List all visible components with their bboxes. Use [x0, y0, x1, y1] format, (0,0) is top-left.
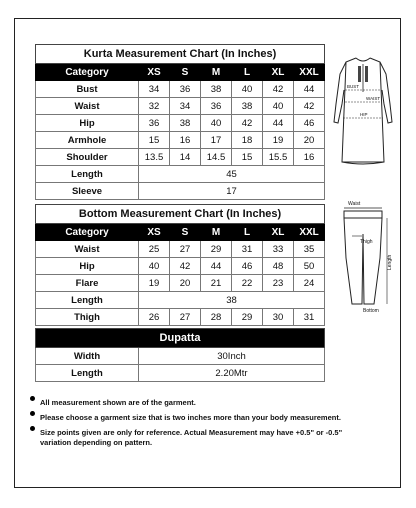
bullet-icon	[30, 396, 35, 401]
cell: 40	[232, 81, 263, 98]
bullet-icon	[30, 411, 35, 416]
cell: 30Inch	[139, 348, 325, 365]
cell: 29	[232, 309, 263, 326]
cell: 36	[139, 115, 170, 132]
cell: 31	[232, 241, 263, 258]
bottom-header-xl: XL	[263, 224, 294, 241]
cell: 15	[139, 132, 170, 149]
cell: 42	[294, 98, 325, 115]
note-text: All measurement shown are of the garment.	[40, 398, 196, 407]
note-item	[30, 398, 370, 408]
row-label: Armhole	[36, 132, 139, 149]
cell: 24	[294, 275, 325, 292]
dupatta-row-length	[36, 365, 325, 382]
bottom-diagram	[332, 198, 396, 318]
cell: 19	[263, 132, 294, 149]
kurta-table-title: Kurta Measurement Chart (In Inches)	[36, 45, 325, 64]
thigh-label: Thigh	[360, 239, 373, 245]
cell: 28	[201, 309, 232, 326]
kurta-header-xs: XS	[139, 64, 170, 81]
kurta-measurement-table	[35, 44, 325, 200]
kurta-header-category: Category	[36, 64, 139, 81]
bullet-icon	[30, 426, 35, 431]
cell: 20	[294, 132, 325, 149]
bottom-label: Bottom	[363, 308, 379, 314]
bottom-header-s: S	[170, 224, 201, 241]
note-text: Size points given are only for reference. Actual Measurement may have +0.5" or -0.5" variation depending on pattern.	[40, 428, 343, 447]
cell: 13.5	[139, 149, 170, 166]
kurta-row-bust	[36, 81, 325, 98]
kurta-diagram	[330, 52, 396, 182]
cell: 32	[139, 98, 170, 115]
row-label: Sleeve	[36, 183, 139, 200]
kurta-row-armhole	[36, 132, 325, 149]
bottom-row-thigh	[36, 309, 325, 326]
kurta-header-s: S	[170, 64, 201, 81]
cell: 34	[170, 98, 201, 115]
cell: 17	[139, 183, 325, 200]
kurta-header-xxl: XXL	[294, 64, 325, 81]
cell: 45	[139, 166, 325, 183]
cell: 38	[201, 81, 232, 98]
note-text: Please choose a garment size that is two inches more than your body measurement.	[40, 413, 341, 422]
note-item	[30, 428, 370, 448]
row-label: Flare	[36, 275, 139, 292]
cell: 42	[263, 81, 294, 98]
bottom-measurement-table	[35, 204, 325, 326]
cell: 22	[232, 275, 263, 292]
cell: 33	[263, 241, 294, 258]
bottom-row-flare	[36, 275, 325, 292]
cell: 18	[232, 132, 263, 149]
notes-list	[30, 398, 370, 453]
kurta-row-waist	[36, 98, 325, 115]
bottom-header-xs: XS	[139, 224, 170, 241]
bottom-header-m: M	[201, 224, 232, 241]
row-label: Hip	[36, 115, 139, 132]
row-label: Length	[36, 365, 139, 382]
bust-label: BUST	[347, 84, 360, 89]
cell: 30	[263, 309, 294, 326]
waist-label: WAIST	[366, 96, 381, 101]
bottom-table-title: Bottom Measurement Chart (In Inches)	[36, 205, 325, 224]
cell: 40	[201, 115, 232, 132]
cell: 23	[263, 275, 294, 292]
cell: 38	[170, 115, 201, 132]
cell: 42	[232, 115, 263, 132]
cell: 42	[170, 258, 201, 275]
cell: 16	[170, 132, 201, 149]
cell: 44	[294, 81, 325, 98]
cell: 19	[139, 275, 170, 292]
cell: 44	[201, 258, 232, 275]
row-label: Thigh	[36, 309, 139, 326]
dupatta-measurement-table	[35, 328, 325, 382]
cell: 15.5	[263, 149, 294, 166]
bottom-header-category: Category	[36, 224, 139, 241]
cell: 27	[170, 241, 201, 258]
kurta-row-length	[36, 166, 325, 183]
cell: 29	[201, 241, 232, 258]
cell: 40	[263, 98, 294, 115]
cell: 48	[263, 258, 294, 275]
cell: 31	[294, 309, 325, 326]
bottom-header-l: L	[232, 224, 263, 241]
cell: 2.20Mtr	[139, 365, 325, 382]
bottom-row-waist	[36, 241, 325, 258]
cell: 36	[170, 81, 201, 98]
cell: 15	[232, 149, 263, 166]
cell: 46	[294, 115, 325, 132]
cell: 21	[201, 275, 232, 292]
cell: 44	[263, 115, 294, 132]
dupatta-table-title: Dupatta	[36, 329, 325, 348]
row-label: Hip	[36, 258, 139, 275]
cell: 36	[201, 98, 232, 115]
cell: 35	[294, 241, 325, 258]
cell: 16	[294, 149, 325, 166]
row-label: Width	[36, 348, 139, 365]
cell: 26	[139, 309, 170, 326]
row-label: Shoulder	[36, 149, 139, 166]
kurta-header-m: M	[201, 64, 232, 81]
kurta-row-shoulder	[36, 149, 325, 166]
cell: 14	[170, 149, 201, 166]
bottom-row-length	[36, 292, 325, 309]
cell: 40	[139, 258, 170, 275]
hip-label: HIP	[360, 112, 368, 117]
cell: 20	[170, 275, 201, 292]
row-label: Bust	[36, 81, 139, 98]
cell: 38	[232, 98, 263, 115]
row-label: Length	[36, 166, 139, 183]
dupatta-row-width	[36, 348, 325, 365]
cell: 50	[294, 258, 325, 275]
cell: 34	[139, 81, 170, 98]
bottom-row-hip	[36, 258, 325, 275]
note-item	[30, 413, 370, 423]
kurta-header-l: L	[232, 64, 263, 81]
cell: 27	[170, 309, 201, 326]
row-label: Waist	[36, 241, 139, 258]
cell: 14.5	[201, 149, 232, 166]
kurta-row-hip	[36, 115, 325, 132]
kurta-header-xl: XL	[263, 64, 294, 81]
cell: 25	[139, 241, 170, 258]
length-label: Length	[387, 254, 393, 270]
cell: 17	[201, 132, 232, 149]
bottom-header-xxl: XXL	[294, 224, 325, 241]
row-label: Waist	[36, 98, 139, 115]
row-label: Length	[36, 292, 139, 309]
kurta-row-sleeve	[36, 183, 325, 200]
cell: 38	[139, 292, 325, 309]
cell: 46	[232, 258, 263, 275]
waist-label: Waist	[348, 201, 361, 207]
